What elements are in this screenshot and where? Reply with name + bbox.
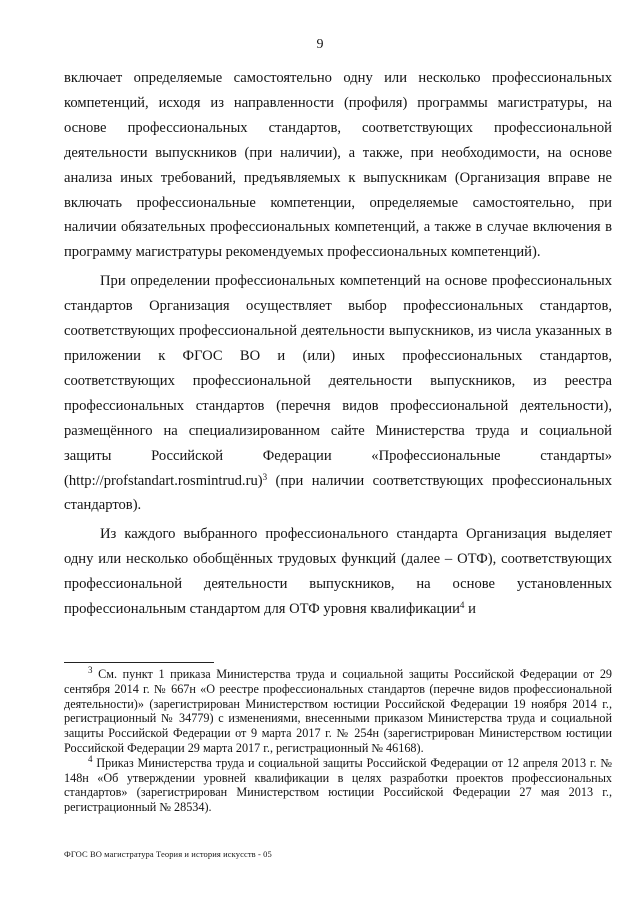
footnotes: [64, 667, 612, 815]
main-text: [64, 66, 612, 622]
footnote-4: [64, 753, 613, 815]
paragraph-text-tail: и: [468, 601, 476, 618]
footnote-ref-4: 4: [459, 600, 465, 611]
page-footer: ФГОС ВО магистратура Теория и история искусств - 05: [64, 849, 272, 859]
paragraph-continued: включает определяемые самостоятельно одну или несколько профессиональных компетенций, исходя из направленности (профиля) программы магистратуры, на основе профессиональных стандартов, соответствующих профессиональной деятельности выпускников (при наличии), а также, при необходимости, на основе анализа иных требований, предъявляемых к выпускникам (Организация вправе не включать профессиональные компетенции, определяемые самостоятельно, при наличии обязательных профессиональных компетенций, а также в случае включения в программу магистратуры рекомендуемых профессиональных компетенций).: [64, 70, 612, 261]
footnote-mark: 4: [88, 753, 93, 764]
footnote-text: Приказ Министерства труда и социальной защиты Российской Федерации от 12 апреля 2013 г. № 148н «Об утверждении уровней квалификации в целях разработки проектов профессиональных стандартов» (зарегистрирован Министерством юстиции Российской Федерации 27 мая 2013 г., регистрационный № 28534).: [64, 755, 613, 815]
paragraph-professional-standards: [64, 269, 612, 518]
footnote-mark: 3: [88, 665, 93, 675]
footnote-ref-3: 3: [262, 471, 268, 482]
paragraph-text-tail: (при наличии соответствующих профессиональных стандартов).: [64, 472, 612, 514]
paragraph-text: При определении профессиональных компетенций на основе профессиональных стандартов Организация осуществляет выбор профессиональных стандартов, соответствующих профессиональной деятельности выпускников, из числа указанных в приложении к ФГОС ВО и (или) иных профессиональных стандартов, соответствующих профессиональной деятельности выпускников, из реестра профессиональных стандартов (перечня видов профессиональной деятельности), размещённого на специализированном сайте Министерства труда и социальной защиты Российской Федерации «Профессиональные стандарты» (http://profstandart.rosmintrud.ru): [64, 273, 612, 489]
paragraph-text: Из каждого выбранного профессионального стандарта Организация выделяет одну или несколько обобщённых трудовых функций (далее – ОТФ), соответствующих профессиональной деятельности выпускников, на основе установленных профессиональным стандартом для ОТФ уровня квалификации: [64, 526, 612, 618]
page-number: 9: [316, 37, 324, 52]
footnote-text: См. пункт 1 приказа Министерства труда и социальной защиты Российской Федерации от 29 сентября 2014 г. № 667н «О реестре профессиональных стандартов (перечне видов профессиональной деятельности)» (зарегистрирован Министерством юстиции Российской Федерации 19 ноября 2014 г., регистрационный № 34779) с изменениями, внесенными приказом Министерства труда и социальной защиты Российской Федерации от 9 марта 2017 г. № 254н (зарегистрирован Министерством юстиции Российской Федерации 29 марта 2017 г., регистрационный № 46168).: [64, 667, 613, 755]
footnote-separator: [64, 662, 214, 663]
paragraph-otf: [64, 522, 612, 622]
footnote-3: [64, 667, 612, 756]
